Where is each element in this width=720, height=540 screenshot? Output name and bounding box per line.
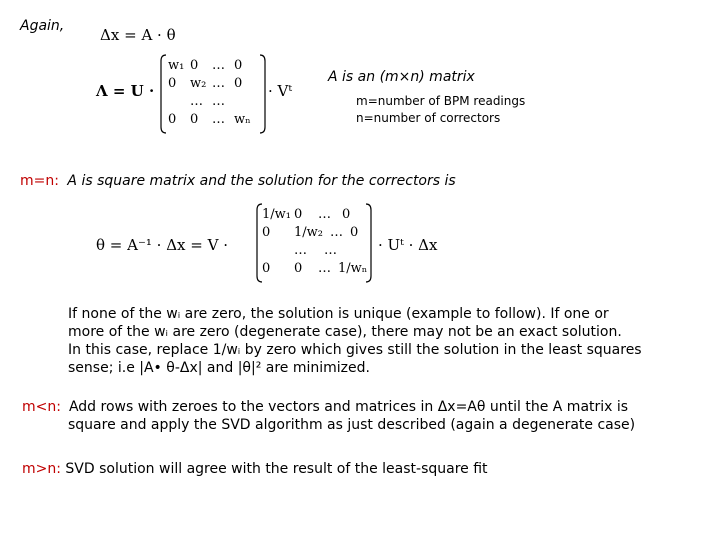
note-m-def: m=number of BPM readings <box>356 94 526 108</box>
matrix-cell: 0 <box>294 207 303 222</box>
inverse-row <box>262 224 366 242</box>
matrix-cell: 1/w₂ <box>294 225 323 240</box>
matrix-cell: … <box>294 243 307 258</box>
matrix-cell: 1/wₙ <box>338 261 368 276</box>
note-n-def: n=number of correctors <box>356 111 501 125</box>
matrix-cell: … <box>330 225 343 240</box>
matrix-cell: … <box>318 207 331 222</box>
matrix-cell: 0 <box>350 225 359 240</box>
matrix-cell: … <box>212 58 225 73</box>
inverse-lhs: θ = A⁻¹ · Δx = V · <box>96 236 228 254</box>
intro-eq-rhs: A · θ <box>141 26 176 44</box>
matrix-cell: 0 <box>262 261 271 276</box>
case-square-text: A is square matrix and the solution for the correctors is <box>67 173 456 189</box>
intro-eq-lhs: Δx <box>100 26 120 44</box>
paragraph-line: sense; i.e |A• θ-Δx| and |θ|² are minimized. <box>68 360 370 376</box>
case-greater-label: m>n: <box>22 461 61 477</box>
svd-matrix-body <box>168 57 256 129</box>
inverse-row <box>262 260 366 278</box>
case-less-line2: square and apply the SVD algorithm as just described (again a degenerate case) <box>68 417 636 433</box>
matrix-cell: 1/w₁ <box>262 207 291 222</box>
intro-again: Again, <box>20 18 65 34</box>
matrix-cell: … <box>212 112 225 127</box>
matrix-cell: 0 <box>190 58 199 73</box>
case-less-label: m<n: <box>22 399 61 415</box>
svd-row <box>168 111 256 129</box>
matrix-cell: 0 <box>262 225 271 240</box>
inverse-row <box>262 242 366 260</box>
svd-lhs: Λ = U · <box>96 82 155 100</box>
paragraph-line: If none of the wᵢ are zero, the solution is unique (example to follow). If one or <box>68 306 609 322</box>
case-square <box>20 173 456 189</box>
matrix-cell: wₙ <box>234 112 251 127</box>
matrix-cell: 0 <box>168 112 177 127</box>
case-greater-text: SVD solution will agree with the result of the least-square fit <box>65 461 488 477</box>
svd-row <box>168 93 256 111</box>
case-square-label: m=n: <box>20 173 59 189</box>
inverse-rhs: · Uᵗ · Δx <box>378 236 438 254</box>
case-less-line1: Add rows with zeroes to the vectors and matrices in Δx=Aθ until the A matrix is <box>68 399 629 415</box>
svd-rhs: · Vᵗ <box>268 82 293 100</box>
inverse-matrix <box>256 202 372 284</box>
matrix-cell: w₂ <box>190 76 207 91</box>
paragraph-line: more of the wᵢ are zero (degenerate case), there may not be an exact solution. <box>68 324 622 340</box>
svd-matrix <box>160 53 266 135</box>
matrix-cell: 0 <box>294 261 303 276</box>
case-less <box>22 398 635 434</box>
matrix-cell: … <box>212 76 225 91</box>
note-a-matrix: A is an (m×n) matrix <box>328 69 475 85</box>
matrix-cell: … <box>318 261 331 276</box>
svd-row <box>168 57 256 75</box>
intro-equation <box>100 26 176 44</box>
paragraph-line: In this case, replace 1/wᵢ by zero which gives still the solution in the least squares <box>68 342 642 358</box>
matrix-cell: 0 <box>168 76 177 91</box>
matrix-cell: … <box>190 94 203 109</box>
matrix-cell: 0 <box>190 112 199 127</box>
intro-eq-equals: = <box>124 26 137 44</box>
matrix-cell: w₁ <box>168 58 185 73</box>
matrix-cell: … <box>324 243 337 258</box>
matrix-cell: … <box>212 94 225 109</box>
explanation-paragraph <box>68 305 642 377</box>
matrix-cell: 0 <box>234 58 243 73</box>
svd-row <box>168 75 256 93</box>
inverse-row <box>262 206 366 224</box>
case-greater <box>22 461 488 477</box>
matrix-cell: 0 <box>234 76 243 91</box>
inverse-matrix-body <box>262 206 366 278</box>
matrix-cell: 0 <box>342 207 351 222</box>
